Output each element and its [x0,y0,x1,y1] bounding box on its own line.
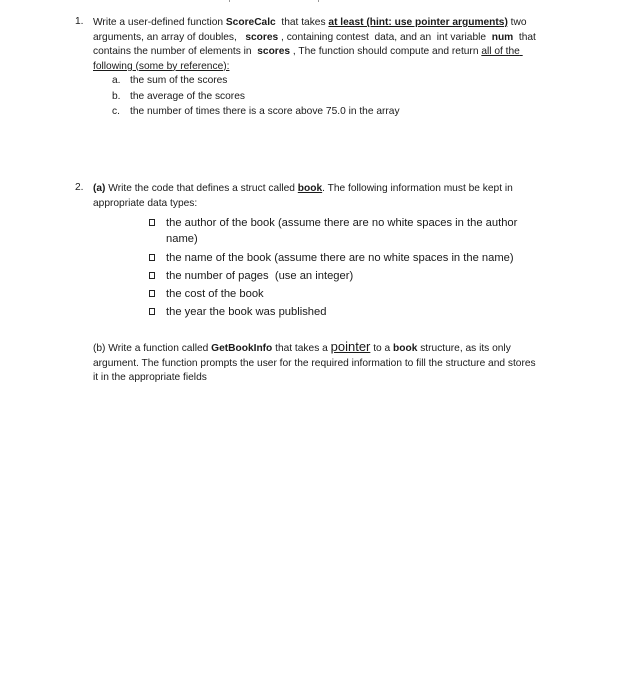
question-1-item-b [112,91,245,102]
text-run: scores [245,31,279,43]
checkbox-bullet-icon [149,272,155,279]
text-run: book [297,183,323,194]
question-1-item-c [112,106,400,117]
text-run: to a [370,343,394,354]
text-run: Write a user-defined function [93,17,226,28]
text-run: Write the code that defines a struct called [105,183,298,194]
checkbox-bullet-icon [149,254,155,261]
text-run: structure, as its only argument. The function prompts the user for the required information to fill the structure and stores it in the appropriate fields [93,343,539,384]
question-2-part-a [93,182,535,211]
struct-field-bullet [149,216,529,248]
checkbox-bullet-icon [149,308,155,315]
item-text: the average of the scores [130,91,245,102]
text-run: . The following information must be kept in appropriate data types: [93,183,516,209]
item-letter: a. [112,75,121,86]
text-run: book [393,343,418,354]
text-run: , The function should compute and return [290,46,482,58]
question-2-number: 2. [75,182,84,193]
text-run: at least (hint: use pointer arguments) [328,17,508,28]
question-2-part-b [93,340,541,386]
bullet-text: the name of the book (assume there are no white spaces in the name) [166,252,514,264]
text-run: , containing contest data, and an int variable [278,31,492,43]
struct-field-bullet [149,269,529,285]
text-run: ScoreCalc [225,17,276,28]
text-run: two arguments, an array of doubles, [93,17,530,43]
item-letter: b. [112,91,121,102]
bullet-text: the year the book was published [166,306,327,318]
checkbox-bullet-icon [149,219,155,226]
question-1-prompt [93,16,545,74]
text-run: that contains the number of elements in [93,31,539,58]
struct-field-bullet [149,305,529,321]
item-letter: c. [112,106,120,117]
text-run: scores [257,46,291,58]
text-run: GetBookInfo [211,343,273,354]
page-edge-mark [229,0,230,2]
text-run: num [491,31,514,43]
bullet-text: the author of the book (assume there are no white spaces in the author name) [166,217,518,245]
struct-field-bullet [149,287,529,303]
struct-field-bullet [149,251,529,267]
page-edge-mark [318,0,319,2]
text-run: pointer [330,339,371,354]
item-text: the sum of the scores [130,75,228,86]
item-text: the number of times there is a score above 75.0 in the array [130,106,400,117]
text-run: that takes [275,17,329,28]
text-run: (b) Write a function called [93,343,212,354]
text-run: all of the following (some by reference): [93,46,523,72]
checkbox-bullet-icon [149,290,155,297]
text-run: (a) [93,183,106,194]
bullet-text: the cost of the book [166,288,264,300]
question-1-number: 1. [75,16,84,27]
text-run: that takes a [272,343,331,354]
bullet-text: the number of pages (use an integer) [166,270,354,282]
question-1-item-a [112,75,227,86]
